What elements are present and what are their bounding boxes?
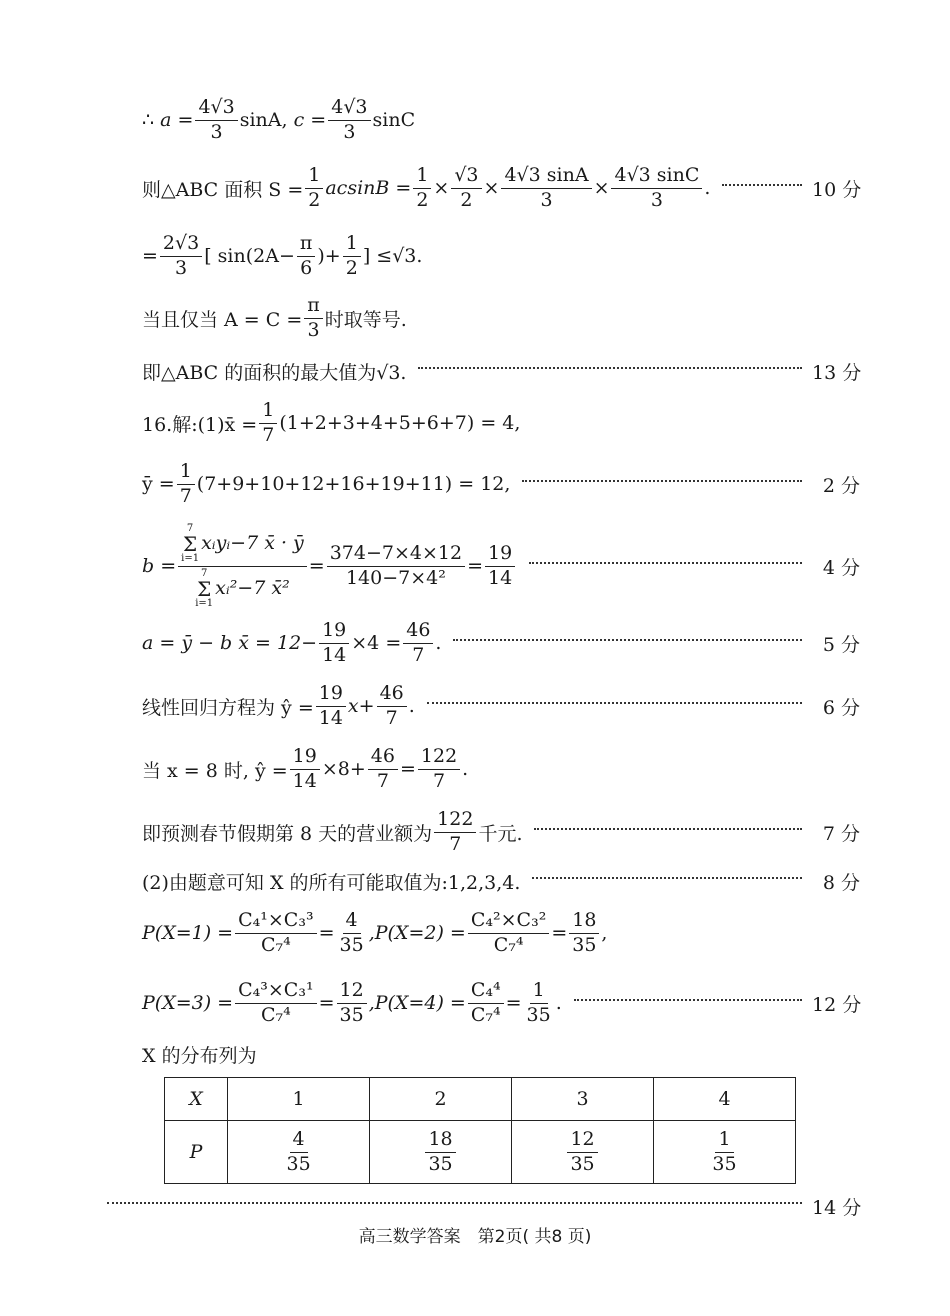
sum-upper: 7 [200,567,208,579]
score-label: 7 分 [822,822,860,845]
dotted-leader [418,367,802,369]
text: . [555,992,562,1014]
table-cell: 4 [654,1078,796,1121]
numerator: 19 [290,747,320,770]
fraction [569,908,599,956]
text: )+ [317,245,341,267]
fraction [284,1127,314,1175]
denominator: C₇⁴ [470,1003,501,1026]
denominator: 7 [376,769,389,792]
text: = [142,245,158,267]
line-14: P(X=1) = $\frac{\text{C₄¹×C₃³}}{\text{C₇⁴}}$ = $\frac{4}{35}$ ,P(X=2) = $\frac{\text{C₄²×C₃²}}{\text{C₇⁴}}$ = $\frac{18}{35}$ , [142,908,608,956]
numerator [178,524,307,567]
denominator: 35 [428,1152,453,1175]
denominator: 35 [526,1003,551,1026]
fraction [290,744,320,792]
table-cell [654,1121,796,1184]
fraction [195,95,237,143]
denominator: 7 [385,706,398,729]
fraction [413,163,431,211]
text: [ sin(2A− [204,245,295,267]
score-label: 13 分 [812,361,862,384]
text: 时取等号. [324,308,407,331]
denominator: 3 [307,318,320,341]
fraction [316,681,346,729]
text: acsinB = [325,177,412,199]
denominator: 35 [712,1152,737,1175]
denominator: 7 [262,423,275,446]
line-1 [142,92,860,148]
denominator: 3 [210,120,223,143]
text: × [483,177,500,199]
dotted-leader [534,828,802,830]
text: 千元. [478,822,523,845]
fraction [178,524,307,609]
table-cell: 1 [228,1078,370,1121]
score-label: 12 分 [812,993,862,1016]
text: ] ≤√3. [362,245,423,267]
numerator: 1 [259,401,277,424]
line-2 [142,160,860,216]
text: 当且仅当 A = C = [142,308,303,331]
denominator: 3 [175,256,188,279]
fraction [368,744,398,792]
text: sinA [239,109,282,131]
fraction [337,908,367,956]
text: (7+9+10+12+16+19+11) = 12, [196,473,511,495]
text: . [408,695,415,717]
text: 则△ABC 面积 S = [142,178,304,201]
numerator: 4 [343,911,361,934]
line-11 [142,741,860,797]
text: P(X=1) = [142,922,234,944]
denominator: 35 [339,933,364,956]
fraction [485,541,515,589]
numerator: 12 [567,1130,597,1153]
line-10 [142,678,860,734]
numerator: 1 [343,234,361,257]
score-label: 5 分 [822,633,860,656]
table-cell: X [165,1078,228,1121]
fraction [319,618,349,666]
numerator: 4√3 sinA [501,166,591,189]
text: 线性回归方程为 ŷ = [142,696,314,719]
denominator: 14 [322,643,347,666]
score-label: 10 分 [812,178,862,201]
numerator: 1 [530,981,548,1004]
numerator: 122 [418,747,460,770]
numerator: C₄³×C₃¹ [235,981,316,1004]
text: ×4 = [351,632,402,654]
denominator: 2 [345,256,358,279]
line-7 [142,456,860,512]
numerator: 18 [569,911,599,934]
denominator: 2 [416,188,429,211]
fraction [343,231,361,279]
fraction [468,908,549,956]
line-6 [142,395,860,451]
denominator: 7 [449,832,462,855]
text: sinC [372,109,416,131]
denominator: 2 [308,188,321,211]
fraction [434,807,476,855]
dotted-leader [574,999,802,1001]
dotted-leader [722,184,802,186]
fraction [524,978,554,1026]
text: ,P(X=4) = [368,992,466,1014]
text: 当 x = 8 时, ŷ = [142,759,288,782]
text: 即预测春节假期第 8 天的营业额为 [142,822,433,845]
table-cell: 3 [512,1078,654,1121]
denominator-expr: xᵢ²−7 x̄² [215,576,290,599]
numerator: 46 [377,684,407,707]
text: , [281,109,288,131]
table-cell [512,1121,654,1184]
line-8: b = 7 Σ i=1 xᵢyᵢ−7 x̄ · ȳ 7 Σ i=1 xᵢ²−7 x̄² = $\frac{374-7\times 4\times 12}{\text{140−7×4²}}$ = $\frac{19}{14}$ 4 分 [142,522,860,609]
denominator: C₇⁴ [260,933,291,956]
dotted-leader [522,480,802,482]
numerator: 122 [434,810,476,833]
text: 即△ABC 的面积的最大值为√3. [142,361,407,384]
score-label: 2 分 [822,474,860,497]
fraction [611,163,702,211]
line-16 [142,1026,860,1082]
fraction [337,978,367,1026]
denominator: C₇⁴ [493,933,524,956]
fraction [709,1127,739,1175]
numerator: C₄¹×C₃³ [235,911,316,934]
dotted-leader [529,562,802,564]
fraction [418,744,460,792]
line-13 [142,853,860,909]
fraction [567,1127,597,1175]
text: . [704,177,711,199]
dotted-leader [427,702,802,704]
text: . [462,758,469,780]
line-3 [142,228,860,284]
numerator: 12 [337,981,367,1004]
denominator: 35 [570,1152,595,1175]
text: b = [142,555,177,577]
sum-lower: i=1 [181,552,200,564]
numerator: √3 [451,166,481,189]
numerator: 374−7×4×12 [327,544,465,567]
line-12 [142,804,860,860]
fraction [160,231,202,279]
fraction [377,681,407,729]
fraction [304,293,323,341]
fraction [305,163,323,211]
denominator: 35 [339,1003,364,1026]
sum-lower: i=1 [195,597,214,609]
text: ×8+ [321,758,366,780]
text: X 的分布列为 [142,1044,257,1067]
denominator: 6 [300,256,313,279]
text: × [593,177,610,199]
numerator: 19 [319,621,349,644]
numerator: 4√3 [328,98,370,121]
denominator: 14 [488,566,513,589]
line-15: P(X=3) = $\frac{\text{C₄³×C₃¹}}{\text{C₇⁴}}$ = $\frac{12}{35}$ ,P(X=4) = $\frac{\text{C₄⁴}}{\text{C₇⁴}}$ = $\frac{1}{35}$ . 12 分 [142,978,862,1026]
denominator: 7 [412,643,425,666]
fraction [425,1127,455,1175]
therefore-symbol: ∴ [142,109,155,131]
fraction [297,231,316,279]
text: × [433,177,450,199]
numerator: 4√3 [195,98,237,121]
table-cell: 2 [370,1078,512,1121]
numerator: 46 [403,621,433,644]
fraction [235,908,316,956]
numerator: 1 [715,1130,733,1153]
sum-symbol: 7 Σ i=1 [181,522,200,564]
text: ,P(X=2) = [368,922,466,944]
sum-symbol: 7 Σ i=1 [195,567,214,609]
text: a = [160,109,194,131]
table-cell: P [165,1121,228,1184]
line-4 [142,290,860,346]
table-cell [228,1121,370,1184]
fraction [327,541,465,589]
numerator: 46 [368,747,398,770]
line-5 [142,343,860,399]
text: x+ [347,695,375,717]
numerator: 18 [425,1130,455,1153]
denominator: 7 [432,769,446,792]
text: P(X=3) = [142,992,234,1014]
numerator: π [304,296,323,319]
text: , [601,922,608,944]
score-label: 6 分 [822,696,860,719]
fraction [235,978,316,1026]
numerator: 2√3 [160,234,202,257]
fraction [501,163,591,211]
fraction [451,163,481,211]
numerator: 19 [316,684,346,707]
text: ȳ = [142,473,175,495]
numerator: 4√3 sinC [611,166,702,189]
numerator: 4 [290,1130,308,1153]
page-footer: 高三数学答案 第2页( 共8 页) [358,1227,592,1247]
fraction [468,978,504,1026]
denominator: 2 [460,188,473,211]
fraction [177,459,195,507]
denominator: C₇⁴ [260,1003,291,1026]
sum-upper: 7 [186,522,194,534]
text: 16.解:(1)x̄ = [142,413,258,436]
numerator: 1 [177,462,195,485]
denominator: 3 [343,120,356,143]
denominator: 140−7×4² [345,566,446,589]
score-label: 4 分 [822,556,860,579]
numerator: 19 [485,544,515,567]
numerator: 1 [305,166,323,189]
text: (2)由题意可知 X 的所有可能取值为:1,2,3,4. [142,871,521,894]
denominator: 7 [179,484,192,507]
fraction [259,398,277,446]
table-row [165,1121,796,1184]
numerator: 1 [413,166,431,189]
numerator: C₄²×C₃² [468,911,549,934]
text: = [399,758,416,780]
fraction [328,95,370,143]
denominator: 35 [286,1152,311,1175]
denominator [192,567,293,609]
fraction [403,618,433,666]
text: a = ȳ − b x̄ = 12− [142,632,318,654]
denominator: 14 [318,706,343,729]
denominator: 14 [292,769,317,792]
table-cell [370,1121,512,1184]
score-label: 8 分 [822,871,860,894]
denominator: 3 [650,188,663,211]
text: c = [293,109,327,131]
score-label: 14 分 [812,1196,862,1219]
table-header-row [165,1078,796,1121]
numerator: π [297,234,316,257]
dotted-leader [532,877,802,879]
denominator: 3 [540,188,553,211]
numerator-expr: xᵢyᵢ−7 x̄ · ȳ [201,531,304,554]
text: . [435,632,442,654]
line-9 [142,615,860,671]
denominator: 35 [572,933,597,956]
dotted-leader [453,639,802,641]
distribution-table [164,1077,796,1184]
text: (1+2+3+4+5+6+7) = 4, [279,412,521,434]
dotted-leader [107,1202,802,1204]
numerator: C₄⁴ [468,981,504,1004]
